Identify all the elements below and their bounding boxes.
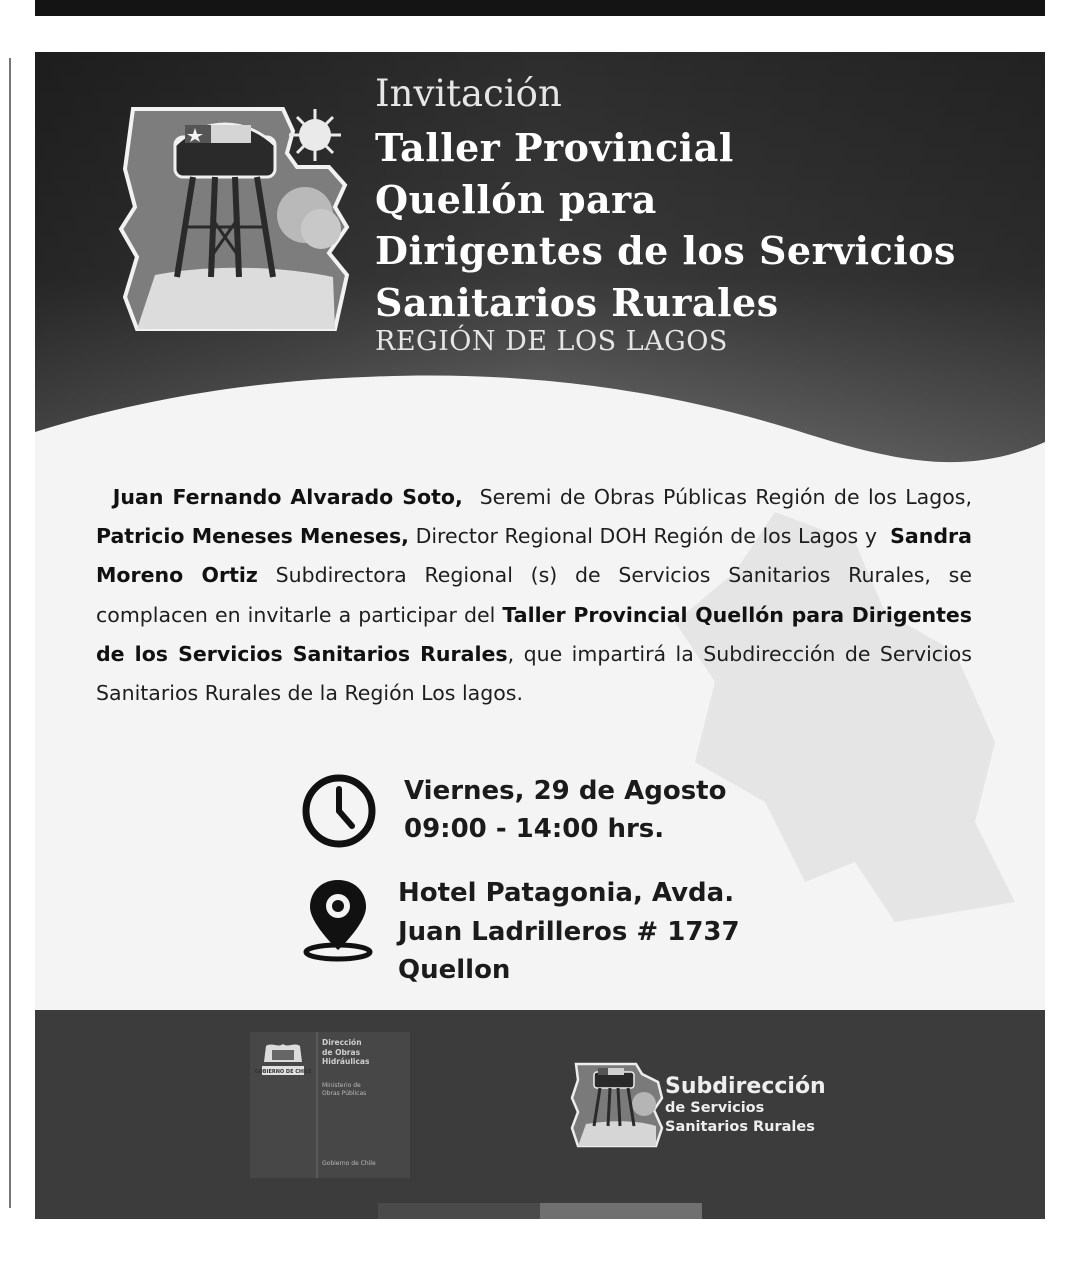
host-name: Juan Fernando Alvarado Soto, <box>112 485 463 509</box>
logo-text: de Obras <box>322 1047 361 1057</box>
footer-tab-left <box>378 1203 540 1219</box>
invitation-label: Invitación <box>375 72 562 115</box>
title-line: Sanitarios Rurales <box>375 279 779 325</box>
shield-label: GOBIERNO DE CHILE <box>254 1069 312 1075</box>
event-date: Viernes, 29 de Agosto <box>404 776 727 806</box>
logo-text: Ministerio de <box>322 1082 361 1089</box>
location-pin-icon <box>300 874 376 964</box>
host-name: Patricio Meneses Meneses, <box>96 524 409 549</box>
invitation-body <box>96 478 972 713</box>
event-time: 09:00 - 14:00 hrs. <box>404 814 665 844</box>
ssr-subtitle: Sanitarios Rurales <box>665 1119 815 1135</box>
left-border-rule <box>9 58 11 1208</box>
logo-text: Dirección <box>322 1038 362 1047</box>
event-location-block <box>300 874 740 990</box>
host-role: Seremi de Obras Públicas Región de los Lagos, <box>479 485 972 509</box>
top-black-bar <box>35 0 1045 16</box>
ssr-emblem-icon <box>570 1058 665 1148</box>
invitation-poster <box>35 52 1045 1219</box>
clock-icon <box>300 772 378 850</box>
doh-government-logo <box>250 1032 410 1178</box>
location-line: Hotel Patagonia, Avda. <box>398 878 735 908</box>
footer-tab-right <box>540 1203 702 1219</box>
ssr-subtitle: de Servicios <box>665 1100 765 1116</box>
poster-header <box>35 52 1045 492</box>
logo-text: Gobierno de Chile <box>322 1160 376 1167</box>
location-line: Juan Ladrilleros # 1737 <box>398 916 740 947</box>
title-line: Dirigentes de los Servicios <box>375 228 956 273</box>
water-tower-emblem-icon <box>115 97 355 337</box>
ssr-logo-text <box>665 1074 826 1137</box>
conjunction: y <box>864 524 877 549</box>
logo-text: Hidráulicas <box>322 1057 370 1067</box>
region-label: REGIÓN DE LOS LAGOS <box>375 326 728 357</box>
title-line: Taller Provincial <box>375 125 734 170</box>
host-role: Director Regional DOH Región de los Lagos <box>415 524 859 549</box>
government-shield-icon <box>254 1040 312 1080</box>
closing-text: , que impartirá la Subdirección de Servicios Sanitarios Rurales de la Región Los lagos. <box>96 641 972 706</box>
logo-text: Obras Públicas <box>322 1089 367 1097</box>
workshop-title <box>375 122 956 328</box>
ssr-title: Subdirección <box>665 1074 826 1099</box>
event-date-block <box>300 772 726 850</box>
location-line: Quellon <box>398 955 511 985</box>
poster-footer <box>35 1010 1045 1219</box>
host-role: Subdirectora Regional (s) de Servicios Sanitarios Rurales, se complacen en invitarle a participar del <box>96 563 972 627</box>
title-line: Quellón para <box>375 176 657 222</box>
host-name: Sandra Moreno Ortiz <box>96 524 972 588</box>
event-name: Taller Provincial Quellón para Dirigentes de los Servicios Sanitarios Rurales <box>96 602 972 666</box>
